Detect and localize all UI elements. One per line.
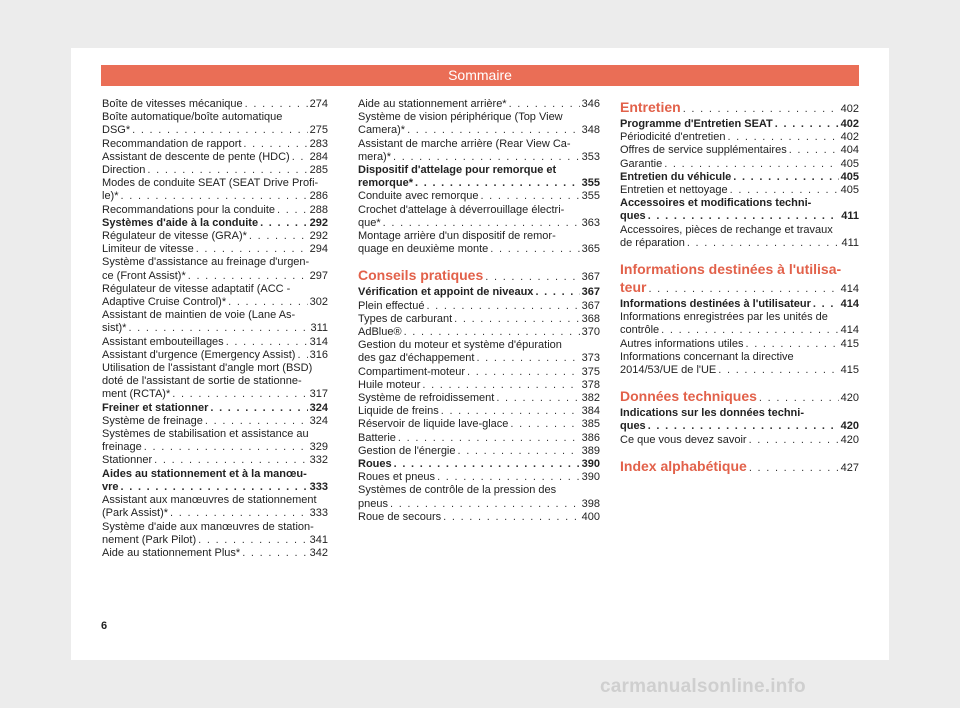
toc-entry-title: Index alphabétique [620,457,747,474]
dot-leader [759,389,839,407]
dot-leader [510,418,579,431]
toc-page-number: 415 [840,364,859,377]
toc-entry-line[interactable]: Utilisation de l'assistant d'angle mort (BSD) [102,362,313,375]
toc-entry-title: Limiteur de vitesse [102,243,194,256]
toc-page-number: 333 [309,480,328,493]
dot-leader [789,144,839,157]
toc-entry-title: Systèmes d'aide à la conduite [102,216,259,229]
section-gap [620,377,859,387]
toc-entry-line[interactable]: Système de vision périphérique (Top View [358,111,563,124]
toc-section-heading[interactable] [620,98,859,118]
toc-entry-title: Roues et pneus [358,471,436,484]
toc-entry[interactable] [620,131,859,144]
toc-entry-title: que* [358,216,381,229]
dot-leader [443,511,579,524]
toc-entry[interactable] [620,171,859,184]
toc-entry-title: Informations destinées à l'utilisateur [620,298,811,311]
toc-entry-title: teur [620,279,647,296]
toc-section-heading[interactable] [620,457,859,477]
toc-entry-title: contrôle [620,324,660,337]
toc-entry-title: Autres informations utiles [620,337,744,350]
dot-leader [476,352,579,365]
toc-page-number: 402 [840,118,859,130]
toc-page-number: 346 [581,98,600,110]
toc-entry-line[interactable]: Boîte automatique/boîte automatique [102,111,283,124]
toc-entry-title: Roue de secours [358,510,442,523]
toc-page-number: 420 [840,392,859,405]
toc-section-heading[interactable] [358,266,600,286]
toc-page-number: 324 [309,414,328,427]
dot-leader [144,441,308,454]
toc-entry-line[interactable]: Aides au stationnement et à la manœu- [102,467,307,480]
toc-page-number: 373 [581,352,600,365]
toc-entry-title: des gaz d'échappement [358,352,475,365]
toc-entry-title: Entretien du véhicule [620,170,732,183]
toc-entry[interactable] [620,420,859,433]
dot-leader [121,190,308,203]
toc-page-number: 355 [581,190,600,203]
toc-entry[interactable] [358,243,600,256]
toc-entry[interactable] [358,326,600,339]
dot-leader [490,243,579,256]
dot-leader [132,124,308,137]
dot-leader [245,98,308,111]
toc-entry-title: Liquide de freins [358,405,439,418]
toc-entry[interactable] [358,511,600,524]
toc-page-number: 398 [581,497,600,510]
toc-entry-title: Gestion de l'énergie [358,444,456,457]
toc-entry-title: Conduite avec remorque [358,190,479,203]
dot-leader [687,237,840,250]
dot-leader [648,210,840,223]
toc-entry-title: Assistant de descente de pente (HDC) [102,150,290,163]
toc-entry-line[interactable]: Crochet d'attelage à déverrouillage électri- [358,203,565,216]
toc-page-number: 297 [309,269,328,282]
toc-entry[interactable] [358,190,600,203]
dot-leader [661,324,839,337]
toc-page-number: 405 [840,170,859,183]
toc-entry[interactable] [102,388,328,401]
watermark: carmanualsonline.info [600,676,806,697]
toc-entry-title: Système de refroidissement [358,392,495,405]
section-gap [620,250,859,260]
toc-page-number: 363 [581,216,600,229]
toc-entry-title: Freiner et stationner [102,401,209,414]
toc-page-number: 390 [581,471,600,484]
dot-leader [480,190,579,203]
toc-entry[interactable] [620,144,859,157]
toc-entry-line[interactable]: Modes de conduite SEAT (SEAT Drive Profi- [102,177,319,190]
dot-leader [422,379,579,392]
toc-page-number: 414 [840,324,859,337]
toc-page-number: 382 [581,392,600,405]
toc-entry[interactable] [102,138,328,151]
toc-page-number: 317 [309,388,328,401]
toc-entry-line[interactable]: Informations destinées à l'utilisa- [620,261,842,278]
toc-page-number: 274 [309,98,328,110]
toc-page-number: 405 [840,184,859,197]
toc-entry[interactable] [102,190,328,203]
toc-page-number: 405 [840,157,859,170]
toc-entry[interactable] [358,392,600,405]
toc-entry[interactable] [358,286,600,299]
toc-page-number: 348 [581,124,600,137]
dot-leader [394,458,580,471]
toc-page-number: 275 [309,124,328,137]
toc-entry-title: pneus [358,497,388,510]
toc-entry-line[interactable]: Système d'aide aux manœuvres de station- [102,520,314,533]
dot-leader [426,300,579,313]
dot-leader [730,184,839,197]
toc-entry-title: Système de freinage [102,414,203,427]
toc-entry[interactable] [102,296,328,309]
dot-leader [404,326,580,339]
toc-page-number: 355 [581,177,600,190]
toc-entry-line[interactable]: Informations enregistrées par les unités de [620,311,828,324]
toc-entry[interactable] [102,481,328,494]
toc-entry-title: 2014/53/UE de l'UE [620,364,717,377]
toc-entry-line[interactable]: Informations concernant la directive [620,350,794,363]
toc-entry[interactable] [102,336,328,349]
toc-entry[interactable] [620,210,859,223]
toc-entry[interactable] [358,313,600,326]
toc-entry[interactable] [620,158,859,171]
dot-leader [154,454,307,467]
toc-entry-title: Aide au stationnement arrière* [358,98,507,110]
dot-leader [297,349,307,362]
toc-entry-title: ce (Front Assist)* [102,269,186,282]
toc-entry[interactable] [102,217,328,230]
toc-entry-title: ques [620,210,646,223]
dot-leader [398,432,580,445]
toc-entry-title: Réservoir de liquide lave-glace [358,418,509,431]
toc-entry[interactable] [358,471,600,484]
toc-entry[interactable] [358,432,600,445]
toc-page-number: 415 [840,337,859,350]
toc-entry[interactable] [102,547,328,560]
toc-page-number: 386 [581,431,600,444]
toc-page-number: 375 [581,365,600,378]
toc-entry-title: freinage [102,441,142,454]
toc-page-number: 292 [309,216,328,229]
toc-section-heading[interactable] [620,278,859,298]
toc-column-3 [620,98,859,477]
toc-entry-title: sist)* [102,322,127,335]
dot-leader [242,547,307,560]
toc-page-number: 400 [581,510,600,523]
toc-page-number: 353 [581,150,600,163]
section-gap [620,447,859,457]
toc-entry[interactable] [102,322,328,335]
toc-entry[interactable] [358,151,600,164]
toc-entry-title: Assistant d'urgence (Emergency Assist) [102,348,296,361]
toc-page-number: 292 [309,230,328,243]
toc-page-number: 294 [309,243,328,256]
toc-page-number: 283 [309,137,328,150]
toc-entry[interactable] [102,151,328,164]
toc-page-number: 324 [309,401,328,414]
toc-page-number: 316 [309,348,328,361]
dot-leader [415,177,580,190]
toc-entry-title: Ce que vous devez savoir [620,433,747,446]
toc-entry[interactable] [620,364,859,377]
toc-page-number: 288 [309,203,328,216]
toc-entry[interactable] [102,507,328,520]
toc-entry-line[interactable]: Systèmes de stabilisation et assistance au [102,428,309,441]
dot-leader [121,481,308,494]
toc-entry-title: AdBlue® [358,326,402,339]
dot-leader [454,313,579,326]
toc-entry[interactable] [358,379,600,392]
toc-entry-title: Entretien [620,99,681,115]
toc-entry[interactable] [102,124,328,137]
toc-entry-title: Garantie [620,157,663,170]
dot-leader [775,118,839,131]
toc-page-number: 314 [309,335,328,348]
toc-entry[interactable] [102,441,328,454]
toc-page-number: 385 [581,418,600,431]
dot-leader [648,280,838,298]
toc-entry-title: de réparation [620,236,685,249]
toc-entry[interactable] [358,366,600,379]
toc-entry-title: remorque* [358,177,414,190]
toc-column-2 [358,98,600,524]
toc-entry[interactable] [620,118,859,131]
dot-leader [496,392,579,405]
toc-entry-line[interactable]: Système d'assistance au freinage d'urgen- [102,256,310,269]
toc-page-number: 404 [840,144,859,157]
toc-entry-title: Compartiment-moteur [358,365,465,378]
dot-leader [196,243,308,256]
toc-entry-line[interactable]: Gestion du moteur et système d'épuration [358,339,562,352]
toc-entry[interactable] [102,243,328,256]
toc-entry-title: mera)* [358,150,392,163]
toc-page-number: 286 [309,190,328,203]
toc-entry[interactable] [102,534,328,547]
toc-entry-title: Vérification et appoint de niveaux [358,286,534,299]
dot-leader [393,151,580,164]
toc-column-1 [102,98,328,560]
toc-page-number: 420 [840,420,859,433]
toc-entry[interactable] [620,237,859,250]
toc-entry-line[interactable]: Systèmes de contrôle de la pression des [358,484,557,497]
toc-page-number: 390 [581,458,600,471]
toc-page-number: 365 [581,243,600,256]
toc-entry-title: Roues [358,458,392,471]
toc-page-number: 284 [309,150,328,163]
toc-page-number: 367 [581,286,600,299]
toc-entry[interactable] [358,352,600,365]
toc-entry-title: Direction [102,164,146,177]
toc-entry[interactable] [102,204,328,217]
dot-leader [749,459,839,477]
dot-leader [441,405,580,418]
toc-page-number: 411 [841,236,859,249]
dot-leader [198,534,307,547]
toc-entry[interactable] [102,415,328,428]
dot-leader [458,445,580,458]
toc-entry-line[interactable]: Assistant aux manœuvres de stationnement [102,494,317,507]
toc-entry[interactable] [102,270,328,283]
toc-page-number: 332 [309,454,328,467]
toc-entry-title: Recommandations pour la conduite [102,203,276,216]
toc-entry-line[interactable]: Accessoires et modifications techni- [620,197,812,210]
toc-entry-title: DSG* [102,124,131,137]
dot-leader [172,388,307,401]
toc-entry-title: vre [102,480,119,493]
dot-leader [535,286,579,299]
toc-entry-title: ment (RCTA)* [102,388,171,401]
toc-entry-title: Conseils pratiques [358,267,484,284]
toc-page-number: 378 [581,378,600,391]
dot-leader [467,366,580,379]
dot-leader [383,217,580,230]
toc-page-number: 411 [841,210,859,223]
toc-entry[interactable] [358,124,600,137]
dot-leader [170,507,308,520]
page-number: 6 [101,620,108,632]
dot-leader [509,98,580,111]
toc-entry-title: Assistant embouteillages [102,335,224,348]
toc-entry-line[interactable]: Assistant de maintien de voie (Lane As- [102,309,296,322]
toc-section-heading[interactable] [620,387,859,407]
toc-page-number: 285 [309,164,328,177]
toc-entry[interactable] [620,324,859,337]
toc-entry[interactable] [102,98,328,111]
toc-entry-title: le)* [102,190,119,203]
toc-page-number: 367 [581,299,600,312]
toc-page-number: 389 [581,444,600,457]
toc-entry-title: Adaptive Cruise Control)* [102,296,227,309]
page-title: Sommaire [101,65,859,86]
dot-leader [733,171,838,184]
dot-leader [683,100,839,118]
toc-entry-title: Périodicité d'entretien [620,131,726,144]
dot-leader [648,420,839,433]
toc-entry-line[interactable]: Dispositif d'attelage pour remorque et [358,164,557,177]
dot-leader [664,158,838,171]
toc-page-number: 368 [581,312,600,325]
dot-leader [210,402,307,415]
toc-entry-line[interactable]: Régulateur de vitesse adaptatif (ACC - [102,282,291,295]
dot-leader [437,471,580,484]
toc-entry-line[interactable]: Indications sur les données techni- [620,407,804,420]
toc-page-number: 341 [309,533,328,546]
toc-entry[interactable] [358,405,600,418]
dot-leader [390,498,580,511]
dot-leader [243,138,307,151]
toc-entry-title: Recommandation de rapport [102,137,242,150]
dot-leader [277,204,308,217]
dot-leader [727,131,838,144]
toc-entry-line[interactable]: Montage arrière d'un dispositif de remor- [358,230,556,243]
toc-entry[interactable] [620,298,859,311]
dot-leader [260,217,308,230]
toc-entry-line[interactable]: Accessoires, pièces de rechange et travaux [620,223,833,236]
dot-leader [147,164,307,177]
toc-entry-title: quage en deuxième monte [358,243,489,256]
dot-leader [205,415,308,428]
dot-leader [746,338,839,351]
dot-leader [485,268,579,286]
dot-leader [188,270,308,283]
toc-page-number: 311 [310,322,328,335]
toc-entry[interactable] [358,458,600,471]
toc-entry-title: Régulateur de vitesse (GRA)* [102,230,247,243]
toc-entry-title: Batterie [358,431,396,444]
dot-leader [249,230,308,243]
section-gap [358,256,600,266]
toc-entry[interactable] [102,349,328,362]
toc-entry-line[interactable]: doté de l'assistant de sortie de stationne- [102,375,302,388]
toc-page-number: 420 [840,433,859,446]
toc-entry-title: Types de carburant [358,312,453,325]
toc-entry-line[interactable]: Assistant de marche arrière (Rear View Ca- [358,137,571,150]
toc-entry[interactable] [102,230,328,243]
toc-page-number: 329 [309,441,328,454]
dot-leader [292,151,308,164]
toc-entry-title: ques [620,420,646,433]
toc-entry[interactable] [358,418,600,431]
toc-entry-title: Aide au stationnement Plus* [102,546,241,559]
dot-leader [128,322,308,335]
dot-leader [813,298,839,311]
toc-page-number: 414 [840,283,859,296]
toc-entry-title: nement (Park Pilot) [102,533,197,546]
dot-leader [228,296,308,309]
toc-entry[interactable] [358,498,600,511]
dot-leader [749,434,839,447]
toc-entry[interactable] [102,402,328,415]
toc-entry[interactable] [102,164,328,177]
toc-entry[interactable] [358,98,600,111]
toc-entry-title: Camera)* [358,124,406,137]
toc-page-number: 333 [309,507,328,520]
toc-page-number: 370 [581,326,600,339]
toc-entry-title: Offres de service supplémentaires [620,144,787,157]
toc-entry-title: Entretien et nettoyage [620,184,728,197]
toc-entry-title: Programme d'Entretien SEAT [620,118,773,130]
toc-entry[interactable] [358,217,600,230]
toc-entry-title: Stationner [102,454,153,467]
toc-page-number: 402 [840,131,859,144]
toc-entry-title: Plein effectué [358,299,425,312]
toc-entry[interactable] [358,300,600,313]
toc-page-number: 427 [840,461,859,474]
toc-entry[interactable] [358,177,600,190]
toc-entry[interactable] [620,338,859,351]
toc-page-number: 384 [581,405,600,418]
toc-entry[interactable] [102,454,328,467]
dot-leader [407,124,580,137]
toc-entry[interactable] [620,434,859,447]
toc-entry-title: (Park Assist)* [102,507,169,520]
toc-entry-title: Boîte de vitesses mécanique [102,98,243,110]
toc-page-number: 414 [840,298,859,311]
toc-entry-title: Données techniques [620,388,757,405]
toc-entry-title: Huile moteur [358,378,421,391]
toc-page-number: 342 [309,546,328,559]
toc-entry[interactable] [620,184,859,197]
toc-entry[interactable] [358,445,600,458]
toc-page-number: 302 [309,296,328,309]
dot-leader [718,364,838,377]
dot-leader [226,336,308,349]
toc-page-number: 367 [581,271,600,284]
toc-page-number: 402 [840,103,859,115]
